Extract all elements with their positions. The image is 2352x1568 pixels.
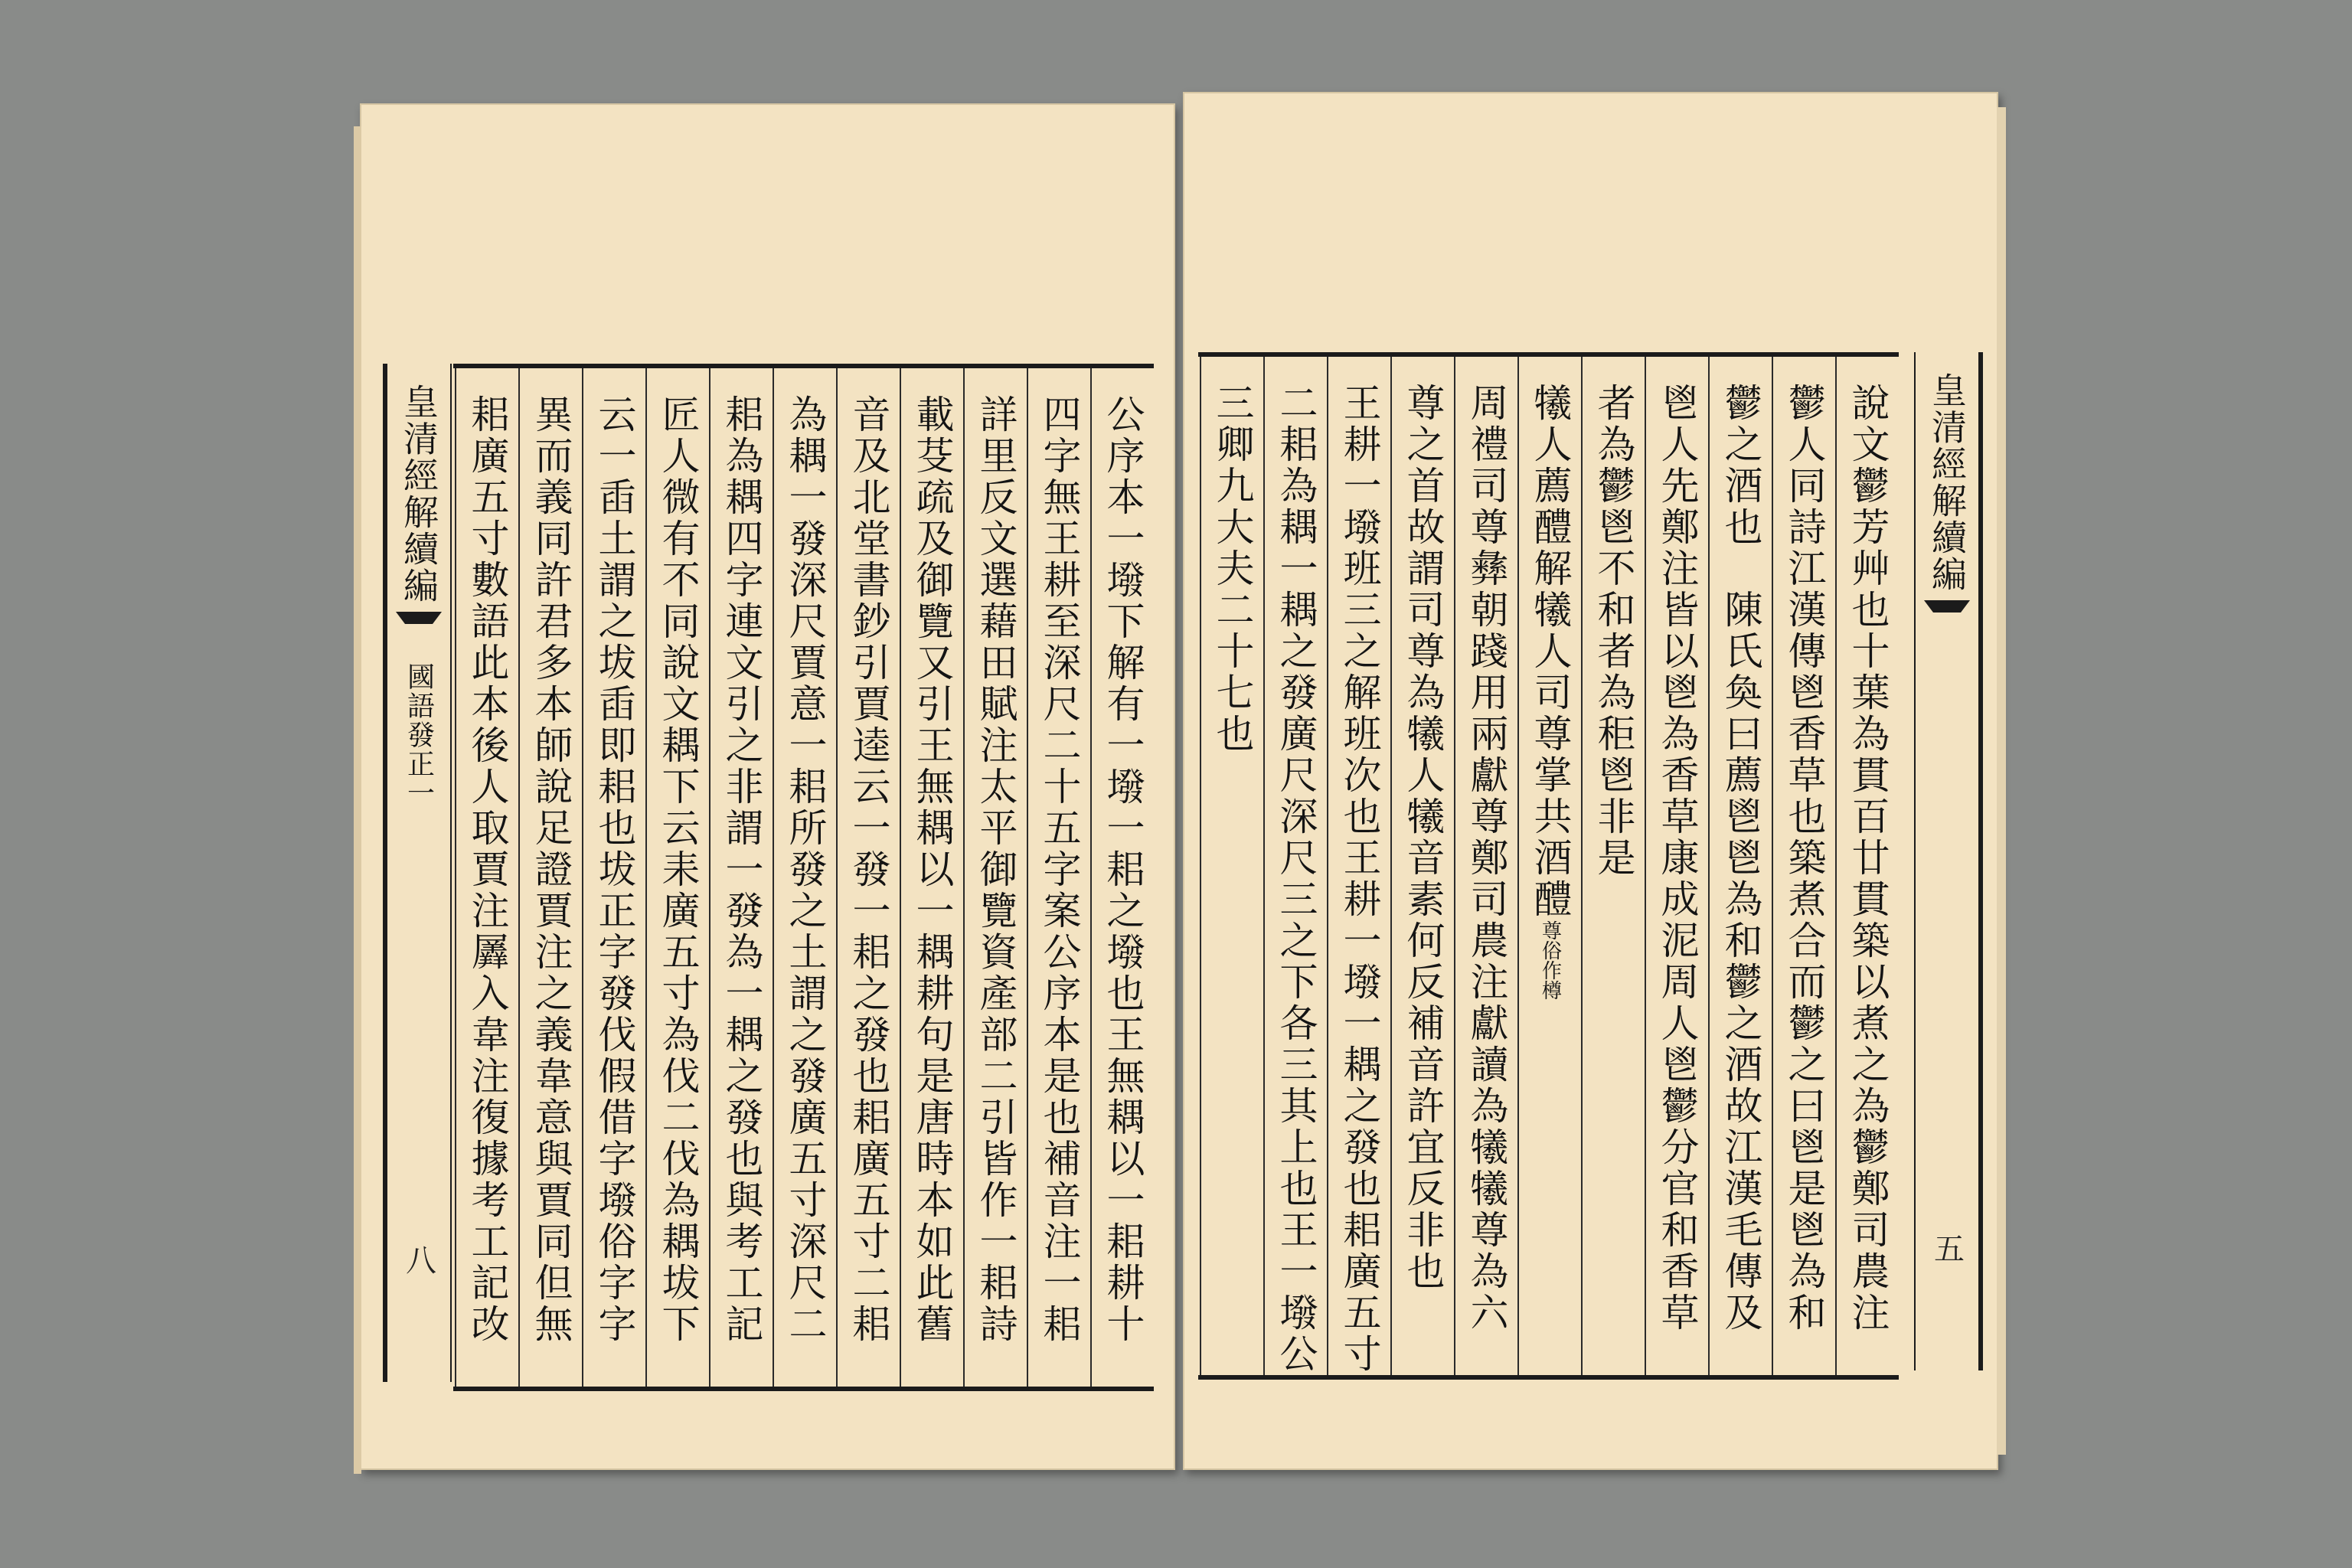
text-column <box>1517 357 1581 1375</box>
text-column: 耜廣五寸數語此本後人取賈注羼入韋注復據考工記改 <box>455 368 518 1387</box>
text-column: 詳里反文選藉田賦注太平御覽資產部二引皆作一耜詩 <box>963 368 1027 1387</box>
text-column: 二耜為耦一耦之發廣尺深尺三之下各三其上也王一墢公 <box>1263 357 1327 1375</box>
left-margin-section: 國語發正一 <box>403 662 435 808</box>
right-margin-column <box>1914 352 1983 1370</box>
text-column: 鬯人先鄭注皆以鬯為香草康成泥周人鬯鬱分官和香草 <box>1645 357 1708 1375</box>
page-edge <box>1997 107 2006 1455</box>
interlinear-note: 尊俗作樽 <box>1538 920 1562 1000</box>
text-column: 說文鬱芳艸也十葉為貫百廿貫築以煮之為鬱鄭司農注 <box>1835 357 1899 1375</box>
text-column: 者為鬱鬯不和者為秬鬯非是 <box>1581 357 1645 1375</box>
page-edge <box>354 126 361 1474</box>
open-book <box>360 92 1998 1470</box>
left-margin-column <box>383 364 452 1382</box>
left-text-frame <box>453 364 1154 1391</box>
fish-tail-mark <box>1924 600 1970 612</box>
text-column: 四字無王耕至深尺二十五字案公序本是也補音注一耜 <box>1027 368 1090 1387</box>
text-column: 周禮司尊彝朝踐用兩獻尊鄭司農注獻讀為犧犧尊為六 <box>1454 357 1517 1375</box>
right-text-frame <box>1198 352 1899 1380</box>
right-folio: 五 <box>1929 1233 1965 1263</box>
right-margin-title: 皇清經解續編 <box>1926 372 1968 593</box>
text-column: 三卿九大夫二十七也 <box>1200 357 1263 1375</box>
text-column: 異而義同許君多本師說足證賈注之義韋意與賈同但無 <box>518 368 582 1387</box>
text-column: 公序本一墢下解有一墢一耜之墢也王無耦以一耜耕十 <box>1090 368 1154 1387</box>
text-column: 尊之首故謂司尊為犧人犧音素何反補音許宜反非也 <box>1390 357 1454 1375</box>
fish-tail-mark <box>396 612 442 624</box>
left-folio: 八 <box>400 1244 436 1275</box>
text-column: 耜為耦四字連文引之非謂一發為一耦之發也與考工記 <box>709 368 773 1387</box>
left-margin-title: 皇清經解續編 <box>398 384 439 604</box>
text-column: 匠人微有不同說文耦下云耒廣五寸為伐二伐為耦坺下 <box>645 368 709 1387</box>
text-column: 王耕一墢班三之解班次也王耕一墢一耦之發也耜廣五寸 <box>1327 357 1390 1375</box>
heading-entry: 犧人薦醴解犧人司尊掌共酒醴 <box>1527 383 1573 920</box>
text-column: 云一臿土謂之坺臿即耜也坺正字發伐假借字墢俗字字 <box>582 368 645 1387</box>
text-column: 音及北堂書鈔引賈逵云一發一耜之發也耜廣五寸二耜 <box>836 368 900 1387</box>
text-column: 鬱之酒也 陳氏奐曰薦鬯鬯為和鬱之酒故江漢毛傳及 <box>1708 357 1772 1375</box>
text-column: 為耦一發深尺賈意一耜所發之土謂之發廣五寸深尺二 <box>773 368 836 1387</box>
text-column: 鬱人同詩江漢傳鬯香草也築煮合而鬱之曰鬯是鬯為和 <box>1772 357 1835 1375</box>
left-page <box>360 103 1175 1470</box>
text-column: 載芟疏及御覽又引王無耦以一耦耕句是唐時本如此舊 <box>900 368 963 1387</box>
right-page <box>1183 92 1998 1470</box>
